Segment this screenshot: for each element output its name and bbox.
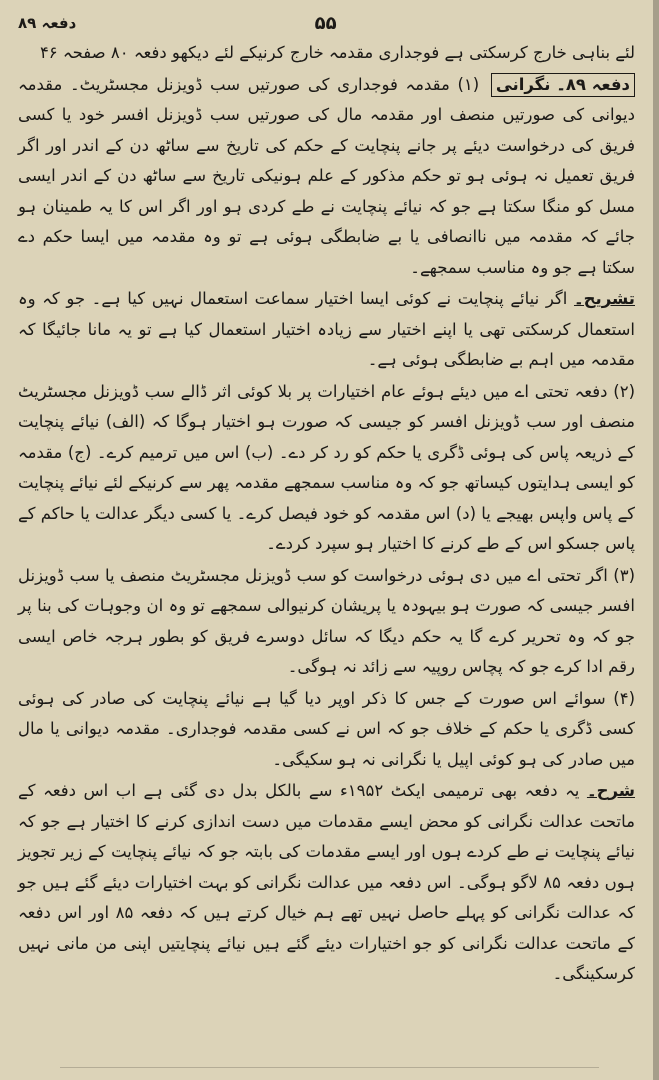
- commentary-term: شرح۔: [586, 781, 635, 800]
- paragraph-subsection-2: (۲) دفعہ تحتی اے میں دیئے ہوئے عام اختیارات پر بلا کوئی اثر ڈالے سب ڈویزنل مجسٹریٹ منصف اور سب ڈویزنل افسر کو جیسی کہ صورت ہو اختیار ہوگا کہ (الف) نیائے پنچایت کے ذریعہ پاس کی ہوئی ڈگری یا حکم کو رد کر دے۔ (ب) اس میں ترمیم کرے۔ (ج) مقدمہ کو ایسی ہدایتوں کیساتھ جو کہ وہ مناسب سمجھے مقدمہ پھر سے کرنیکے لئے نیائے پنچایت کے پاس واپس بھیجے یا (د) اس مقدمہ کو خود فیصل کرے۔ یا کسی دیگر عدالت یا حاکم کے پاس جسکو اس کے طے کرنے کا اختیار ہو سپرد کردے۔: [18, 381, 635, 553]
- explanation-term: تشریح۔: [573, 289, 635, 308]
- subsection-1-text: (۱) مقدمہ فوجداری کی صورتیں سب ڈویزنل مجسٹریٹ۔ مقدمہ دیوانی کی صورتیں منصف اور مقدمہ مال کی صورتیں سب ڈویزنل افسر خود یا کسی فریق کی درخواست دیئے پر جانے پنچایت کے حکم کی تاریخ سے ساٹھ دن کے اندر اور اگر فریق تعمیل نہ ہوئی ہو تو حکم مذکور کے علم ہونیکی تاریخ سے ساٹھ دن کے اندر ایسی مسل کو منگا سکتا ہے جو کہ نیائے پنچایت نے طے کردی ہو اور اگر اس کا یہ طمینان ہو جائے کہ مقدمہ میں ناانصافی یا بے ضابطگی ہوئی ہے تو وہ مقدمہ میں ایسا حکم دے سکتا ہے جو وہ مناسب سمجھے۔: [18, 74, 635, 277]
- commentary-text: یہ دفعہ بھی ترمیمی ایکٹ ۱۹۵۲ء سے بالکل بدل دی گئی ہے اب اس دفعہ کے ماتحت عدالت نگرانی کو محض ایسے مقدمات میں دست اندازی کرنے کا اختیار ہے جو کہ نیائے پنچایت نے طے کردے ہوں اور ایسے مقدمات کی بابتہ جو کہ نیائے پنچایت کے زیر تجویز ہوں دفعہ ۸۵ لاگو ہوگی۔ اس دفعہ میں عدالت نگرانی کو بہت اختیارات دیئے گئے ہیں جو کہ عدالت نگرانی کو پہلے حاصل نہیں تھے ہم خیال کرتے ہیں کہ دفعہ ۸۵ اور اس دفعہ کے ماتحت عدالت نگرانی کو جو اختیارات دیئے گئے ہیں نیائے پنچایتیں اپنی من مانی نہیں کرسکینگی۔: [18, 781, 635, 983]
- paragraph-intro: لئے بناہی خارج کرسکتی ہے فوجداری مقدمہ خارج کرنیکے لئے دیکھو دفعہ ۸۰ صفحہ ۴۶: [39, 43, 635, 62]
- paragraph-explanation: [18, 284, 635, 376]
- paragraph-subsection-1: [18, 70, 635, 284]
- page-number: ۵۵: [314, 12, 337, 34]
- paragraph-subsection-3: (۳) اگر تحتی اے میں دی ہوئی درخواست کو سب ڈویزنل مجسٹریٹ منصف یا سب ڈویزنل افسر جیسی کہ صورت ہو بیہودہ یا پریشان کرنیوالی سمجھے تو وہ ان وجوہات کی بنا پر جو کہ وہ تحریر کرے گا یہ حکم دیگا کہ سائل دوسرے فریق کو بطور ہرجہ خاص ایسی رقم ادا کرے جو کہ پچاس روپیہ سے زائد نہ ہوگی۔: [18, 565, 635, 676]
- page-bottom-shadow: [60, 1067, 599, 1068]
- page-header: [18, 8, 635, 38]
- page-body: [18, 38, 635, 990]
- section-label: دفعہ ۸۹: [18, 14, 77, 32]
- explanation-text: اگر نیائے پنچایت نے کوئی ایسا اختیار سماعت استعمال نہیں کیا ہے۔ جو کہ وہ استعمال کرسکتی تھی یا اپنے اختیار سے زیادہ اختیار استعمال کیا ہے تو یہ مانا جائیگا کہ مقدمہ میں اہم بے ضابطگی ہوئی ہے۔: [18, 289, 635, 369]
- section-heading: دفعہ ۸۹۔ نگرانی: [491, 73, 635, 97]
- paragraph-subsection-4: (۴) سوائے اس صورت کے جس کا ذکر اوپر دیا گیا ہے نیائے پنچایت کی صادر کی ہوئی کسی ڈگری یا حکم کے خلاف جو کہ اس نے کسی مقدمہ فوجداری۔ مقدمہ دیوانی یا مال میں صادر کی ہو کوئی اپیل یا نگرانی نہ ہو سکیگی۔: [18, 688, 635, 769]
- paragraph-commentary: [18, 776, 635, 990]
